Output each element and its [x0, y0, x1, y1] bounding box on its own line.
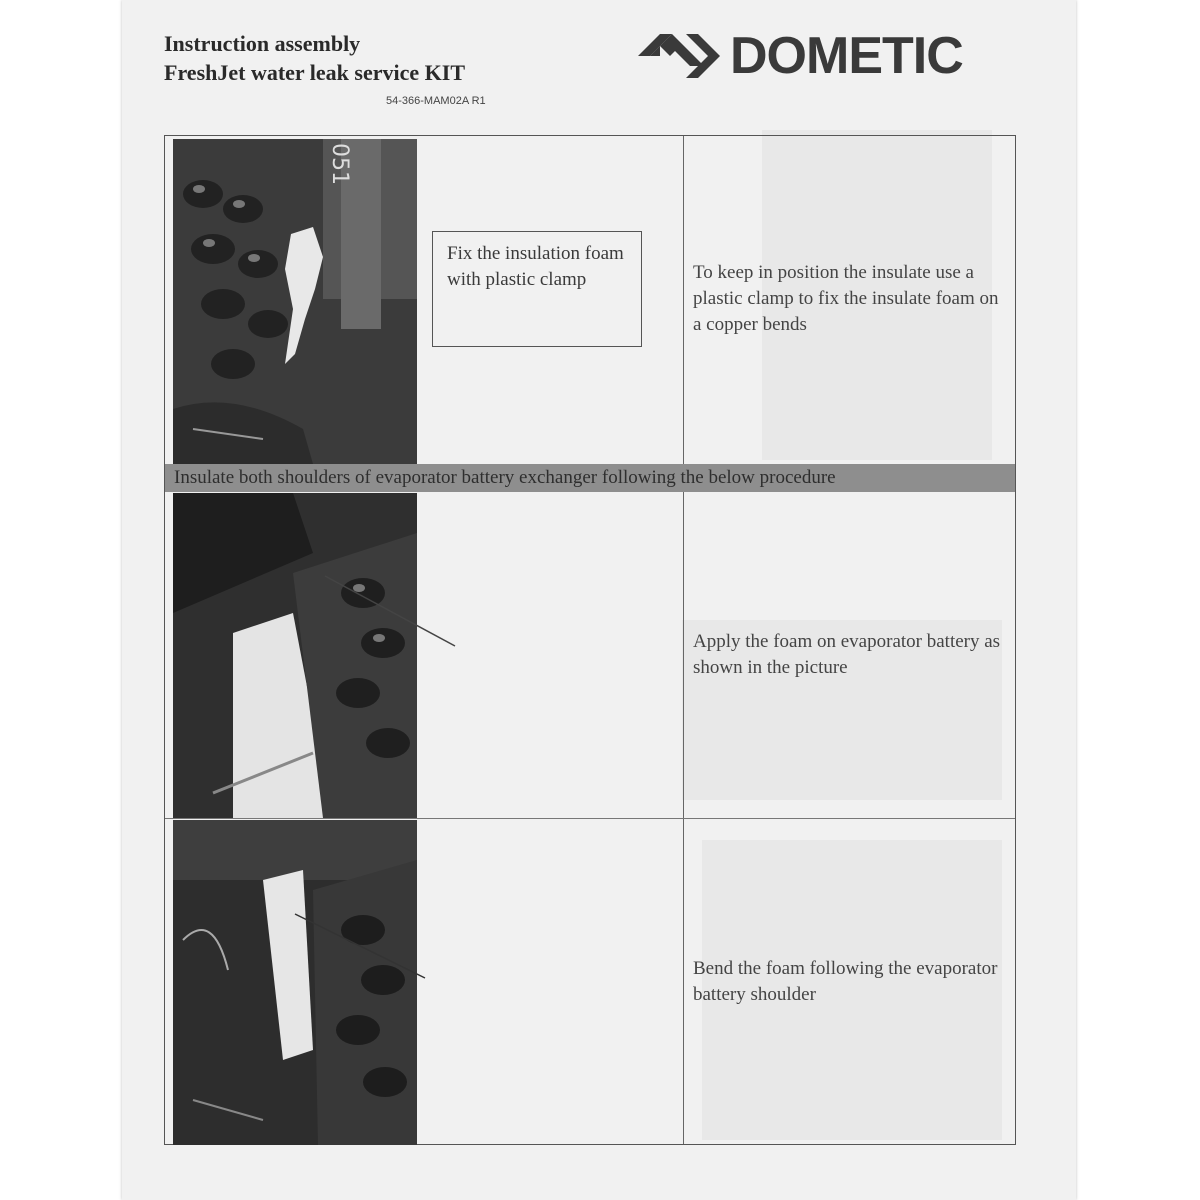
brand-name: DOMETIC [730, 27, 963, 85]
step2-description: Apply the foam on evaporator battery as shown in the picture [693, 631, 1001, 678]
procedure-banner: Insulate both shoulders of evaporator battery exchanger following the below procedure [165, 464, 1015, 492]
instruction-table [164, 135, 1016, 1145]
document-title-line1: Instruction assembly [164, 31, 361, 56]
photo-part-number: 051 [327, 143, 352, 185]
document-page [122, 0, 1076, 1200]
step3-pointer-line [285, 906, 435, 986]
row-divider [165, 818, 1015, 819]
step1-callout: Fix the insulation foam with plastic clamp [432, 231, 642, 347]
step1-photo [173, 139, 417, 464]
dometic-chevron-icon [638, 34, 722, 78]
column-divider [683, 136, 684, 464]
step2-pointer-line [315, 566, 465, 656]
document-code: 54-366-MAM02A R1 [386, 95, 486, 107]
brand-logo [638, 28, 1018, 84]
step1-description: To keep in position the insulate use a plastic clamp to fix the insulate foam on a copper bends [693, 262, 999, 335]
step3-description: Bend the foam following the evaporator battery shoulder [693, 958, 998, 1005]
document-title-line2: FreshJet water leak service KIT [164, 60, 465, 85]
